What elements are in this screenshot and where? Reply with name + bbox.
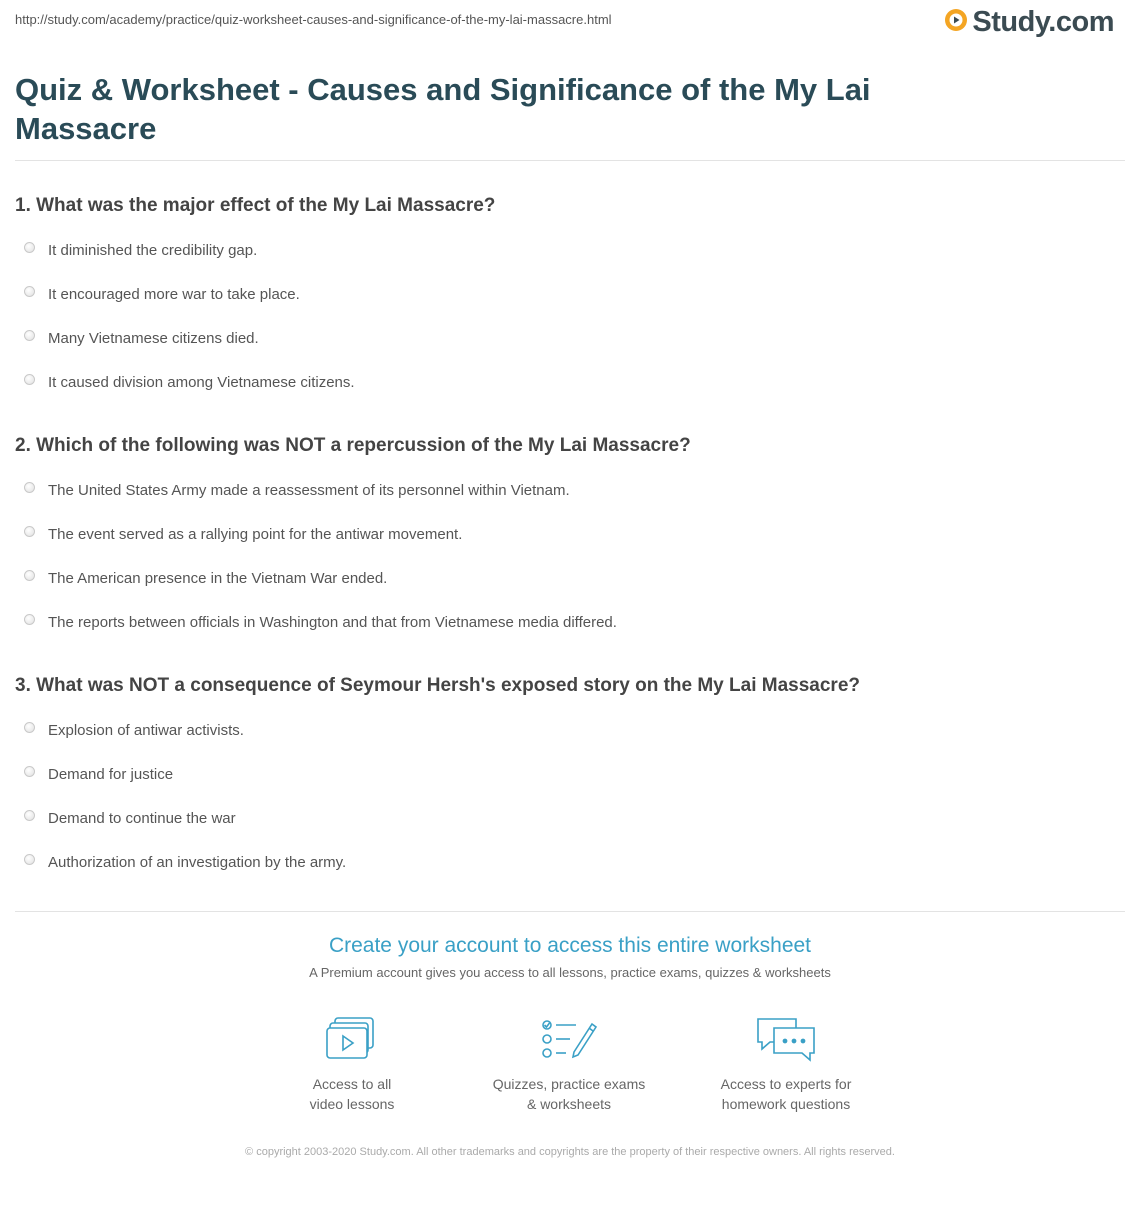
question-text: 3. What was NOT a consequence of Seymour Hersh's exposed story on the My Lai Massacre? <box>15 675 860 696</box>
feature-label: Quizzes, practice exams & worksheets <box>492 1076 646 1112</box>
divider <box>15 911 1125 912</box>
expert-chat-icon <box>686 1016 886 1062</box>
study-logo[interactable] <box>944 6 1114 39</box>
radio-button[interactable] <box>24 482 35 493</box>
radio-button[interactable] <box>24 330 35 341</box>
answer-label: The event served as a rallying point for the antiwar movement. <box>48 525 463 543</box>
answer-option[interactable] <box>15 360 1115 404</box>
answer-list <box>15 468 1115 644</box>
answer-label: It diminished the credibility gap. <box>48 241 258 259</box>
answer-label: The United States Army made a reassessment of its personnel within Vietnam. <box>48 481 570 499</box>
divider <box>15 160 1125 161</box>
feature-label: Access to experts for homework questions <box>720 1076 852 1112</box>
quiz-worksheet-icon <box>469 1016 669 1062</box>
feature-experts <box>686 1016 886 1114</box>
answer-label: Demand to continue the war <box>48 809 236 827</box>
answer-option[interactable] <box>15 556 1115 600</box>
answer-option[interactable] <box>15 600 1115 644</box>
answer-label: The reports between officials in Washington and that from Vietnamese media differed. <box>48 613 617 631</box>
radio-button[interactable] <box>24 570 35 581</box>
answer-option[interactable] <box>15 272 1115 316</box>
answer-label: It caused division among Vietnamese citizens. <box>48 373 355 391</box>
cta-subtitle: A Premium account gives you access to all lessons, practice exams, quizzes & worksheets <box>309 965 831 980</box>
answer-option[interactable] <box>15 708 1115 752</box>
page-url: http://study.com/academy/practice/quiz-worksheet-causes-and-significance-of-the-my-lai-massacre.html <box>15 12 612 27</box>
answer-option[interactable] <box>15 468 1115 512</box>
copyright-footer: © copyright 2003-2020 Study.com. All other trademarks and copyrights are the property of their respective owners. All rights reserved. <box>245 1146 895 1158</box>
question-text: 2. Which of the following was NOT a repercussion of the My Lai Massacre? <box>15 435 691 456</box>
answer-option[interactable] <box>15 752 1115 796</box>
answer-label: The American presence in the Vietnam War ended. <box>48 569 388 587</box>
top-bar <box>0 0 1140 56</box>
answer-option[interactable] <box>15 840 1115 884</box>
radio-button[interactable] <box>24 766 35 777</box>
play-logo-icon <box>944 8 968 37</box>
radio-button[interactable] <box>24 614 35 625</box>
create-account-link[interactable]: Create your account to access this entire worksheet <box>328 934 812 957</box>
answer-option[interactable] <box>15 228 1115 272</box>
radio-button[interactable] <box>24 810 35 821</box>
question-text: 1. What was the major effect of the My Lai Massacre? <box>15 195 496 216</box>
feature-label: Access to all video lessons <box>309 1076 395 1112</box>
answer-label: It encouraged more war to take place. <box>48 285 300 303</box>
question-2 <box>15 434 1115 644</box>
question-1 <box>15 194 1115 404</box>
answer-list <box>15 708 1115 884</box>
question-3 <box>15 674 1115 884</box>
answer-list <box>15 228 1115 404</box>
radio-button[interactable] <box>24 374 35 385</box>
radio-button[interactable] <box>24 854 35 865</box>
answer-label: Many Vietnamese citizens died. <box>48 329 259 347</box>
answer-option[interactable] <box>15 512 1115 556</box>
answer-label: Authorization of an investigation by the army. <box>48 853 347 871</box>
video-lessons-icon <box>252 1016 452 1062</box>
feature-quizzes <box>469 1016 669 1114</box>
radio-button[interactable] <box>24 242 35 253</box>
answer-label: Explosion of antiwar activists. <box>48 721 244 739</box>
answer-option[interactable] <box>15 316 1115 360</box>
radio-button[interactable] <box>24 526 35 537</box>
page-title: Quiz & Worksheet - Causes and Significance of the My Lai Massacre <box>15 72 871 146</box>
feature-video-lessons <box>252 1016 452 1114</box>
answer-label: Demand for justice <box>48 765 174 783</box>
logo-text: Study.com <box>972 6 1114 38</box>
radio-button[interactable] <box>24 286 35 297</box>
answer-option[interactable] <box>15 796 1115 840</box>
radio-button[interactable] <box>24 722 35 733</box>
